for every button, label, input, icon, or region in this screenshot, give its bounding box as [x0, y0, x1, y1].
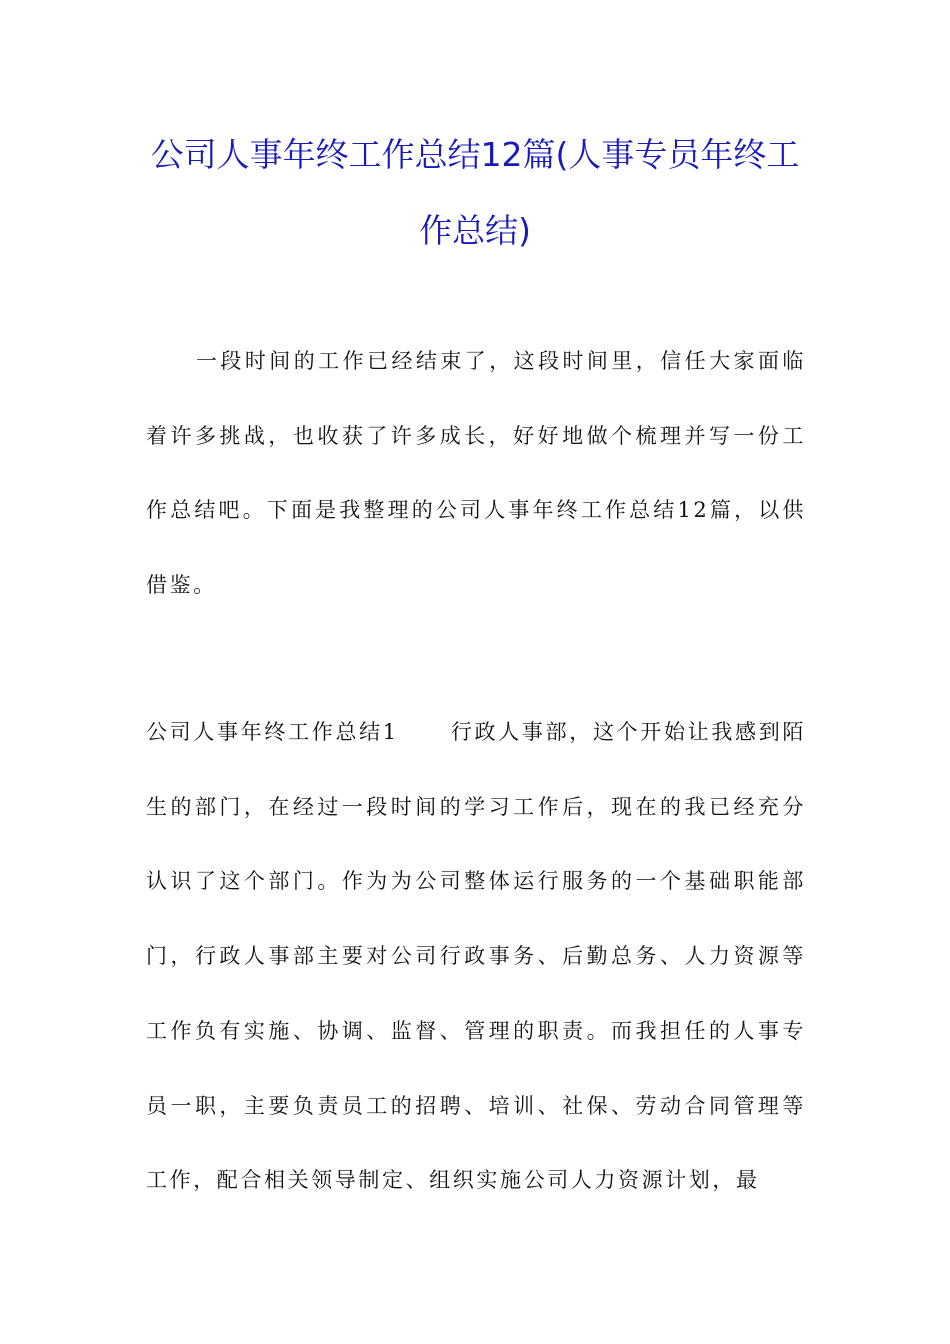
document-title: 公司人事年终工作总结12篇(人事专员年终工作总结): [150, 135, 800, 250]
section-1-body: 行政人事部，这个开始让我感到陌生的部门，在经过一段时间的学习工作后，现在的我已经充分认识了这个部门。作为为公司整体运行服务的一个基础职能部门，行政人事部主要对公司行政事务、后勤总务、人力资源等工作负有实施、协调、监督、管理的职责。而我担任的人事专员一职，主要负责员工的招聘、培训、社保、劳动合同管理等工作，配合相关领导制定、组织实施公司人力资源计划，最: [146, 720, 806, 1193]
section-1-heading: 公司人事年终工作总结1: [146, 720, 399, 744]
intro-paragraph: 一段时间的工作已经结束了，这段时间里，信任大家面临着许多挑战，也收获了许多成长，好好地做个梳理并写一份工作总结吧。下面是我整理的公司人事年终工作总结12篇，以供借鉴。: [146, 349, 806, 598]
section-1-paragraph: [146, 695, 806, 1218]
